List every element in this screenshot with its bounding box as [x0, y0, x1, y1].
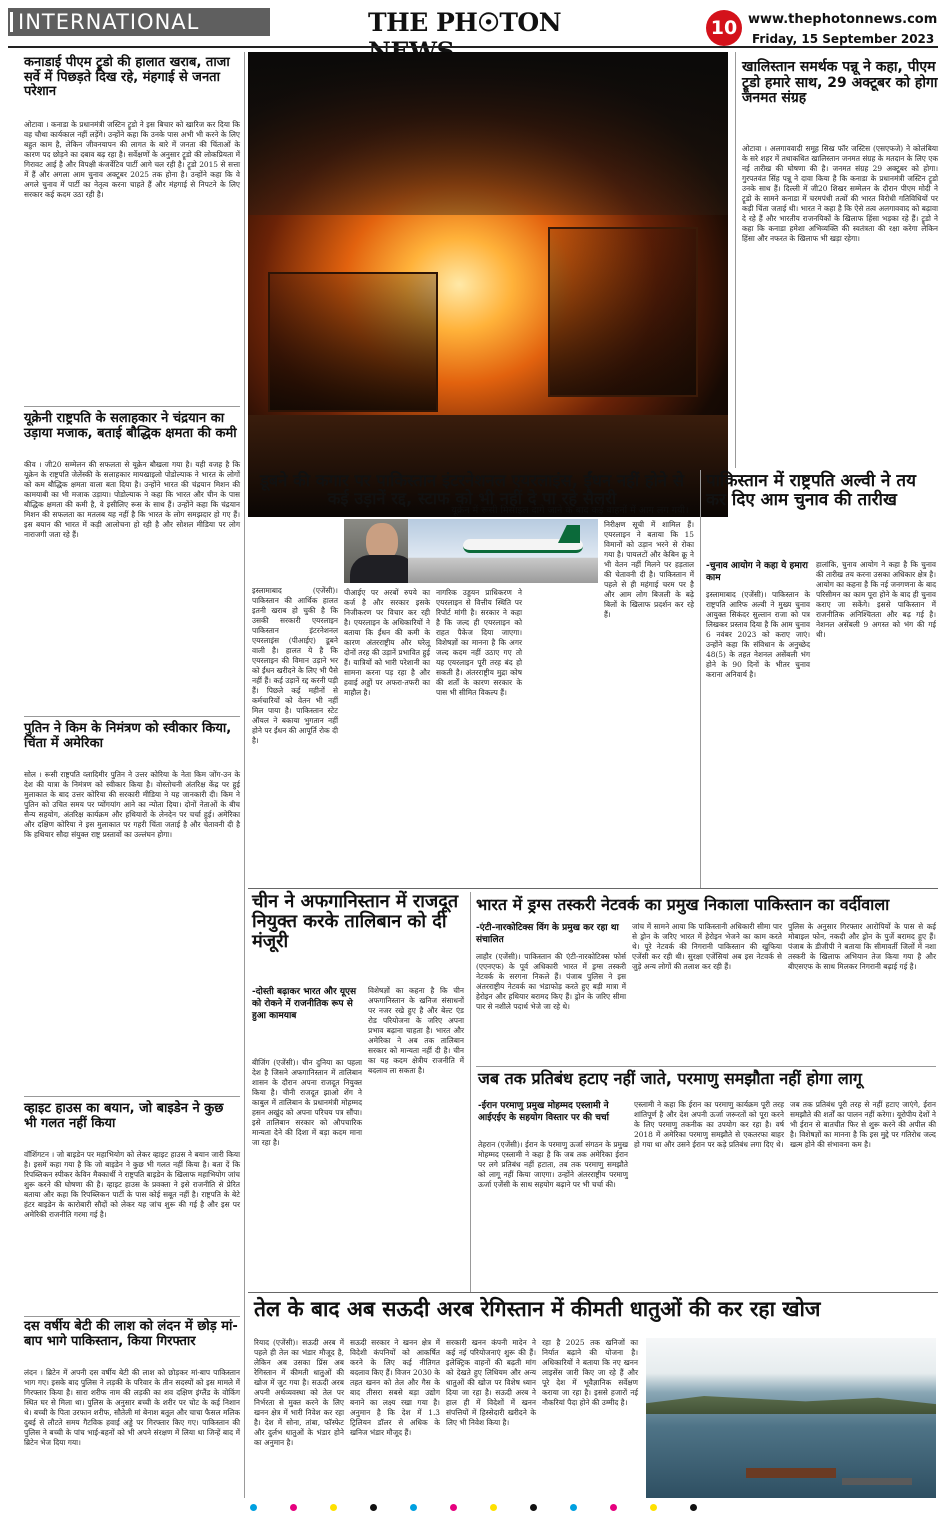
divider	[24, 1096, 240, 1097]
drug-network-subhead: -एंटी-नारकोटिक्स विंग के प्रमुख कर रहा था संचालित	[476, 923, 619, 945]
section-tab: INTERNATIONAL	[8, 8, 270, 36]
pia-col2: पीआईए पर अरबों रुपये का कर्ज है और सरकार इसके निजीकरण पर विचार कर रही है। एयरलाइन के अधिकारियों ने बताया कि ईंधन की कमी के कारण अंतरराष्ट्रीय और घरेलू दोनों तरह की उड़ानें प्रभावित हुई हैं। यात्रियों को भारी परेशानी का सामना करना पड़ रहा है और हवाई अड्डों पर अफरा-तफरी का माहौल है।	[344, 588, 430, 697]
burning-truck	[268, 272, 438, 412]
divider	[24, 406, 240, 407]
putin-kim-body: सोल । रूसी राष्ट्रपति व्लादिमीर पुतिन ने उत्तर कोरिया के नेता किम जोंग-उन के देश की यात्रा के निमंत्रण को स्वीकार किया है। वोस्तोचनी अंतरिक्ष केंद्र पर हुई मुलाकात के बाद उत्तर कोरिया की सरकारी मीडिया ने यह जानकारी दी। किम ने पुतिन को उचित समय पर प्योंगयांग आने का न्योता दिया। दोनों नेताओं के बीच सैन्य सहयोग, अंतरिक्ष कार्यक्रम और हथियारों के लेनदेन पर चर्चा हुई। अमेरिका और दक्षिण कोरिया ने इस मुलाकात पर गहरी चिंता जताई है और चेतावनी दी है कि हथियार सौदा संयुक्त राष्ट्र प्रस्तावों का उल्लंघन होगा।	[24, 770, 240, 839]
registration-dot	[250, 1504, 257, 1511]
drug-network-col3: पुलिस के अनुसार गिरफ्तार आरोपियों के पास से कई मोबाइल फोन, नकदी और ड्रोन के पुर्जे बरामद हुए हैं। पंजाब के डीजीपी ने बताया कि सीमावर्ती जिलों में नशा तस्करी के खिलाफ अभियान तेज किया गया है और बीएसएफ के साथ मिलकर निगरानी बढ़ाई गई है।	[788, 922, 936, 971]
fire-caption: यूक्रेन में रूसी मिसाइल दागे जाने के बाद कई वाहनों में आग लग गयी।	[451, 505, 689, 516]
registration-marks	[0, 1500, 945, 1516]
aircraft-tail	[558, 525, 580, 543]
divider	[248, 1292, 938, 1293]
saudi-col2: सऊदी सरकार ने खनन क्षेत्र में विदेशी कंपनियों को आकर्षित करने के लिए कई नीतिगत बदलाव किए हैं। विजन 2030 के तहत खनन को तेल और गैस के बाद तीसरा सबसे बड़ा उद्योग बनाने का लक्ष्य रखा गया है। अनुमान है कि देश में 1.3 ट्रिलियन डॉलर से अधिक के खनिज भंडार मौजूद हैं।	[350, 1338, 440, 1437]
desert-sea-photo	[646, 1338, 936, 1498]
ship	[746, 1468, 836, 1478]
alvi-subhead: -चुनाव आयोग ने कहा ये हमारा काम	[706, 561, 809, 583]
pia-col4: निरीक्षण सूची में शामिल हैं। एयरलाइन ने बताया कि 15 विमानों को उड़ान भरने से रोका गया है। पायलटों और केबिन क्रू ने भी वेतन नहीं मिलने पर हड़ताल की चेतावनी दी है। पाकिस्तान में पहले से ही महंगाई चरम पर है और आम लोग बिजली के बढ़े बिलों के खिलाफ प्रदर्शन कर रहे हैं।	[604, 520, 694, 619]
column-rule	[244, 52, 245, 1498]
khalistan-headline[interactable]: खालिस्तान समर्थक पन्नू ने कहा, पीएम ट्रूडो हमारे साथ, 29 अक्टूबर को होगा जनमत संग्रह	[742, 59, 938, 107]
burning-vehicles-photo	[248, 52, 728, 517]
alvi-col2: हालांकि, चुनाव आयोग ने कहा है कि चुनाव की तारीख तय करना उसका अधिकार क्षेत्र है। आयोग का कहना है कि नई जनगणना के बाद परिसीमन का काम पूरा होने के बाद ही चुनाव कराए जा सकेंगे। इससे पाकिस्तान में राजनीतिक अनिश्चितता और बढ़ गई है। नेशनल असेंबली 9 अगस्त को भंग की गई थी।	[816, 560, 937, 639]
zelensky-body: कीव । जी20 सम्मेलन की सफलता से यूक्रेन बौखला गया है। यही वजह है कि यूक्रेन के राष्ट्रपति जेलेंस्की के सलाहकार मायखाइलो पोडोल्याक ने भारत के लोगों को कम बौद्धिक क्षमता वाला बता दिया है। उन्होंने भारत की चंद्रयान मिशन की कामयाबी का भी मजाक उड़ाया। पोडोल्याक ने कहा कि भारत और चीन के पास बौद्धिक क्षमता की कमी है, वे इसीलिए रूस के साथ हैं। उन्होंने कहा कि चंद्रयान मिशन की सफलता का मतलब यह नहीं है कि भारत के लोग समझदार हो गए हैं। इस बयान की भारत में कड़ी आलोचना हो रही है और सोशल मीडिया पर लोग नाराजगी जता रहे हैं।	[24, 460, 240, 539]
saudi-headline[interactable]: तेल के बाद अब सऊदी अरब रेगिस्तान में कीमती धातुओं की कर रहा खोज	[254, 1297, 821, 1321]
alvi-headline[interactable]: पाकिस्तान में राष्ट्रपति अल्वी ने तय कर दिए आम चुनाव की तारीख	[706, 471, 916, 511]
page-number: 10	[706, 10, 742, 46]
saudi-col3: सरकारी खनन कंपनी मादेन ने कई नई परियोजनाएं शुरू की हैं। इलेक्ट्रिक वाहनों की बढ़ती मांग को देखते हुए लिथियम और अन्य धातुओं की खोज पर विशेष ध्यान दिया जा रहा है। सऊदी अरब ने हाल ही में विदेशों में खनन संपत्तियों में हिस्सेदारी खरीदने के लिए भी निवेश किया है।	[446, 1338, 536, 1427]
trudeau-headline[interactable]: कनाडाई पीएम ट्रूडो की हालात खराब, ताजा सर्वे में पिछड़ते दिख रहे, मंहगाई से जनता परेशान	[24, 55, 230, 100]
china-taliban-col1: बीजिंग (एजेंसी)। चीन दुनिया का पहला देश है जिसने अफगानिस्तान में तालिबान शासन के दौरान अपना राजदूत नियुक्त किया है। चीनी राजदूत झाओ शेंग ने काबुल में तालिबान के प्रधानमंत्री मोहम्मद हसन अखुंद को अपना परिचय पत्र सौंपा। इसे तालिबान सरकार को औपचारिक मान्यता देने की दिशा में बड़ा कदम माना जा रहा है।	[252, 1058, 362, 1147]
website-link[interactable]: www.thephotonnews.com	[748, 12, 938, 27]
china-taliban-subhead: -दोस्ती बढ़ाकर भारत और यूएस को रोकने में राजनीतिक रूप से हुआ कामयाब	[252, 987, 357, 1021]
alvi-col1: इस्लामाबाद (एजेंसी)। पाकिस्तान के राष्ट्रपति आरिफ अल्वी ने मुख्य चुनाव आयुक्त सिकंदर सुल्तान राजा को पत्र लिखकर प्रस्ताव दिया है कि आम चुनाव 6 नवंबर 2023 को कराए जाएं। उन्होंने कहा कि संविधान के अनुच्छेद 48(5) के तहत नेशनल असेंबली भंग होने के 90 दिनों के भीतर चुनाव कराना अनिवार्य है।	[706, 590, 810, 679]
putin-kim-headline[interactable]: पुतिन ने किम के निमंत्रण को स्वीकार किया, चिंता में अमेरिका	[24, 721, 232, 751]
registration-dot	[290, 1504, 297, 1511]
white-house-body: वॉशिंगटन । जो बाइडेन पर महाभियोग को लेकर व्हाइट हाउस ने बयान जारी किया है। इसमें कहा गया है कि जो बाइडेन ने कुछ भी गलत नहीं किया है। बता दें कि रिपब्लिकन स्पीकर केविन मैक्कार्थी ने राष्ट्रपति बाइडेन के खिलाफ महाभियोग जांच शुरू करने की घोषणा की है। व्हाइट हाउस के प्रवक्ता ने इसे राजनीति से प्रेरित बताया और कहा कि रिपब्लिकन पार्टी के पास कोई सबूत नहीं है। राष्ट्रपति के बेटे हंटर बाइडेन के कारोबारी सौदों को लेकर यह जांच शुरू की गई है और इस पर अमेरिकी राजनीति गरमा गई है।	[24, 1150, 240, 1219]
registration-dot	[690, 1504, 697, 1511]
registration-dot	[490, 1504, 497, 1511]
registration-dot	[370, 1504, 377, 1511]
china-taliban-col2: विशेषज्ञों का कहना है कि चीन अफगानिस्तान के खनिज संसाधनों पर नजर रखे हुए है और बेल्ट एंड रोड परियोजना के जरिए अपना प्रभाव बढ़ाना चाहता है। भारत और अमेरिका ने अब तक तालिबान सरकार को मान्यता नहीं दी है। चीन का यह कदम क्षेत्रीय राजनीति में बदलाव ला सकता है।	[368, 986, 464, 1075]
iran-col2: एस्लामी ने कहा कि ईरान का परमाणु कार्यक्रम पूरी तरह शांतिपूर्ण है और देश अपनी ऊर्जा जरूरतों को पूरा करने के लिए परमाणु तकनीक का उपयोग कर रहा है। वर्ष 2018 में अमेरिका परमाणु समझौते से एकतरफा बाहर हो गया था और उसने ईरान पर कड़े प्रतिबंध लगा दिए थे।	[634, 1100, 784, 1149]
trudeau-body: ओटावा । कनाडा के प्रधानमंत्री जस्टिन ट्रूडो ने इस बिचार को खारिज कर दिया कि वह चौथा कार्यकाल नहीं लड़ेंगे। उन्होंने कहा कि उनके पास अभी भी करने के लिए बहुत काम है, लेकिन जीवनयापन की लागत के बारे में जनता की चिंताओं के कारण पद छोड़ने का दबाव बढ़ रहा है। सर्वेक्षणों के अनुसार ट्रूडो की लोकप्रियता में गिरावट आई है और विपक्षी कंजर्वेटिव पार्टी आगे चल रही है। ट्रूडो 2015 से सत्ता में हैं और अगला आम चुनाव अक्टूबर 2025 तक होना है। उन्होंने कहा कि वे अगले चुनाव में पार्टी का नेतृत्व करना चाहते हैं और मंहगाई से निपटने के लिए सरकार कई कदम उठा रही है।	[24, 120, 240, 199]
divider	[24, 1316, 240, 1317]
drug-network-col2: जांच में सामने आया कि पाकिस्तानी अधिकारी सीमा पार से ड्रोन के जरिए भारत में हेरोइन भेजने का काम करते थे। पूरे नेटवर्क की निगरानी पाकिस्तान की खुफिया एजेंसी कर रही थी। सुरक्षा एजेंसियां अब इस नेटवर्क से जुड़े अन्य लोगों की तलाश कर रही हैं।	[632, 922, 782, 971]
burning-truck	[548, 227, 698, 397]
registration-dot	[610, 1504, 617, 1511]
london-girl-body: लंदन । ब्रिटेन में अपनी दस वर्षीय बेटी की लाश को छोड़कर मां-बाप पाकिस्तान भाग गए। इसके बाद पुलिस ने लड़की के परिवार के तीन सदस्यों को इस मामले में गिरफ्तार किया है। सारा शरीफ नाम की लड़की का शव दक्षिण इंग्लैंड के वोकिंग स्थित घर से मिला था। पुलिस के अनुसार बच्ची के शरीर पर चोट के कई निशान थे। बच्ची के पिता उरफान शरीफ, सौतेली मां बेनाश बतूल और चाचा फैसल मलिक दुबई से लौटते समय गैटविक हवाई अड्डे पर गिरफ्तार किए गए। पाकिस्तान की पुलिस ने बच्ची के पांच भाई-बहनों को भी अपने संरक्षण में लिया था जिन्हें बाद में ब्रिटेन भेज दिया गया।	[24, 1368, 241, 1447]
pia-col3: नागरिक उड्डयन प्राधिकरण ने एयरलाइन से वित्तीय स्थिति पर रिपोर्ट मांगी है। सरकार ने कहा है कि जल्द ही एयरलाइन को राहत पैकेज दिया जाएगा। विशेषज्ञों का मानना है कि अगर जल्द कदम नहीं उठाए गए तो यह एयरलाइन पूरी तरह बंद हो सकती है। अंतरराष्ट्रीय मुद्रा कोष की शर्तों के कारण सरकार के पास भी सीमित विकल्प हैं।	[436, 588, 522, 697]
iran-subhead: -ईरान परमाणु प्रमुख मोहम्मद एस्लामी ने आईएईए के सहयोग विस्तार पर की चर्चा	[478, 1101, 609, 1123]
registration-dot	[330, 1504, 337, 1511]
airplane-photo	[408, 519, 598, 583]
pia-col1: इस्लामाबाद (एजेंसी)। पाकिस्तान की आर्थिक हालत इतनी खराब हो चुकी है कि उसकी सरकारी एयरलाइन पाकिस्तान इंटरनेशनल एयरलाइंस (पीआईए) डूबने वाली है। हालत ये है कि एयरलाइन की विमान उड़ाने भर को ईंधन खरीदने के लिए भी पैसे नहीं हैं। कई उड़ानें रद्द करनी पड़ी हैं। पिछले कई महीनों से कर्मचारियों को वेतन भी नहीं मिल पाया है। पाकिस्तान स्टेट ऑयल ने बकाया भुगतान नहीं होने पर ईंधन की आपूर्ति रोक दी है।	[252, 586, 338, 745]
shoreline	[646, 1396, 936, 1414]
zelensky-headline[interactable]: यूक्रेनी राष्ट्रपति के सलाहकार ने चंद्रयान का उड़ाया मजाक, बताई बौद्धिक क्षमता की कमी	[24, 411, 237, 441]
drug-network-headline[interactable]: भारत में ड्रग्स तस्करी नेटवर्क का प्रमुख निकाला पाकिस्तान का वर्दीवाला	[476, 895, 890, 914]
registration-dot	[410, 1504, 417, 1511]
iran-col3: जब तक प्रतिबंध पूरी तरह से नहीं हटाए जाएंगे, ईरान समझौते की शर्तों का पालन नहीं करेगा। यूरोपीय देशों ने भी ईरान से बातचीत फिर से शुरू करने की अपील की है। विशेषज्ञों का मानना है कि इस मुद्दे पर गतिरोध जल्द खत्म होने की संभावना कम है।	[790, 1100, 936, 1149]
registration-dot	[570, 1504, 577, 1511]
divider	[476, 1066, 936, 1067]
column-rule	[700, 470, 701, 888]
khalistan-body: ओटावा । अलगाववादी समूह सिख फॉर जस्टिस (एसएफजे) ने कोलंबिया के सरे शहर में तथाकथित खालिस्तान जनमत संग्रह के मतदान के लिए एक नई तारीख की घोषणा की है। जनमत संग्रह 29 अक्टूबर को होगा। गुरपतवंत सिंह पन्नू ने दावा किया है कि कनाडा के प्रधानमंत्री जस्टिन ट्रूडो उनके साथ हैं। दिल्ली में जी20 शिखर सम्मेलन के दौरान पीएम मोदी ने ट्रूडो के सामने कनाडा में चरमपंथी तत्वों की भारत विरोधी गतिविधियों पर कड़ी चिंता जताई थी। भारत ने कहा है कि ऐसे तत्व अलगाववाद को बढ़ावा दे रहे हैं और भारतीय राजनयिकों के खिलाफ हिंसा भड़का रहे हैं। ट्रूडो ने कहा कि कनाडा हमेशा अभिव्यक्ति की स्वतंत्रता की रक्षा करेगा लेकिन हिंसा और नफरत के खिलाफ भी खड़ा रहेगा।	[742, 144, 938, 243]
china-taliban-headline[interactable]: चीन ने अफगानिस्तान में राजदूत नियुक्त करके तालिबान को दी मंजूरी	[252, 891, 459, 953]
column-rule	[735, 52, 736, 468]
column-rule	[470, 892, 471, 1292]
saudi-col1: रियाद (एजेंसी)। सऊदी अरब में पहले ही तेल का भंडार मौजूद है, लेकिन अब उसका प्रिंस अब रेगिस्तान में कीमती धातुओं की खोज में जुट गया है। सऊदी अरब अपनी अर्थव्यवस्था को तेल पर निर्भरता से मुक्त करने के लिए खनन क्षेत्र में भारी निवेश कर रहा है। देश में सोना, तांबा, फॉस्फेट और दुर्लभ धातुओं के भंडार होने का अनुमान है।	[254, 1338, 344, 1447]
london-girl-headline[interactable]: दस वर्षीय बेटी की लाश को लंदन में छोड़ मां-बाप भागे पाकिस्तान, किया गिरफ्तार	[24, 1319, 238, 1349]
white-house-headline[interactable]: व्हाइट हाउस का बयान, जो बाइडेन ने कुछ भी गलत नहीं किया	[24, 1101, 224, 1131]
drug-network-col1: लाहौर (एजेंसी)। पाकिस्तान की एंटी-नारकोटिक्स फोर्स (एएनएफ) के पूर्व अधिकारी भारत में ड्रग्स तस्करी नेटवर्क के सरगना निकले हैं। पंजाब पुलिस ने इस अंतरराष्ट्रीय नेटवर्क का भंडाफोड़ करते हुए बड़ी मात्रा में हेरोइन और हथियार बरामद किए हैं। ड्रोन के जरिए सीमा पार से नशीले पदार्थ भेजे जा रहे थे।	[476, 952, 626, 1011]
divider	[24, 716, 240, 717]
registration-dot	[650, 1504, 657, 1511]
left-column	[24, 56, 240, 1501]
person-coat	[350, 555, 416, 583]
registration-dot	[530, 1504, 537, 1511]
issue-date: Friday, 15 September 2023	[752, 32, 935, 46]
masthead-rule	[8, 46, 938, 48]
divider	[248, 888, 938, 889]
iran-headline[interactable]: जब तक प्रतिबंध हटाए नहीं जाते, परमाणु समझौता नहीं होगा लागू	[478, 1069, 862, 1088]
registration-dot	[450, 1504, 457, 1511]
paper-name: THE PH☉TON	[368, 8, 562, 37]
saudi-col4: रहा है 2025 तक खनिजों का निर्यात बढ़ाने की योजना है। अधिकारियों ने बताया कि नए खनन लाइसेंस जारी किए जा रहे हैं और पूरे देश में भूवैज्ञानिक सर्वेक्षण कराया जा रहा है। इससे हजारों नई नौकरियां पैदा होने की उम्मीद है।	[542, 1338, 638, 1407]
ship	[842, 1478, 912, 1485]
smoke	[248, 52, 728, 215]
pia-headline[interactable]: डूबने की कगार पर पाकिस्तान इंटरनेशनल एयरलाइंस, ईंधन नहीं होने से कई उड़ानें रद्द, स्टाफ को भी नहीं दे पा रहे सैलरी	[259, 471, 684, 509]
iran-col1: तेहरान (एजेंसी)। ईरान के परमाणु ऊर्जा संगठन के प्रमुख मोहम्मद एस्लामी ने कहा है कि जब तक अमेरिका ईरान पर लगे प्रतिबंध नहीं हटाता, तब तक परमाणु समझौते को लागू नहीं किया जाएगा। उन्होंने अंतरराष्ट्रीय परमाणु ऊर्जा एजेंसी के साथ सहयोग बढ़ाने पर भी चर्चा की।	[478, 1140, 628, 1189]
